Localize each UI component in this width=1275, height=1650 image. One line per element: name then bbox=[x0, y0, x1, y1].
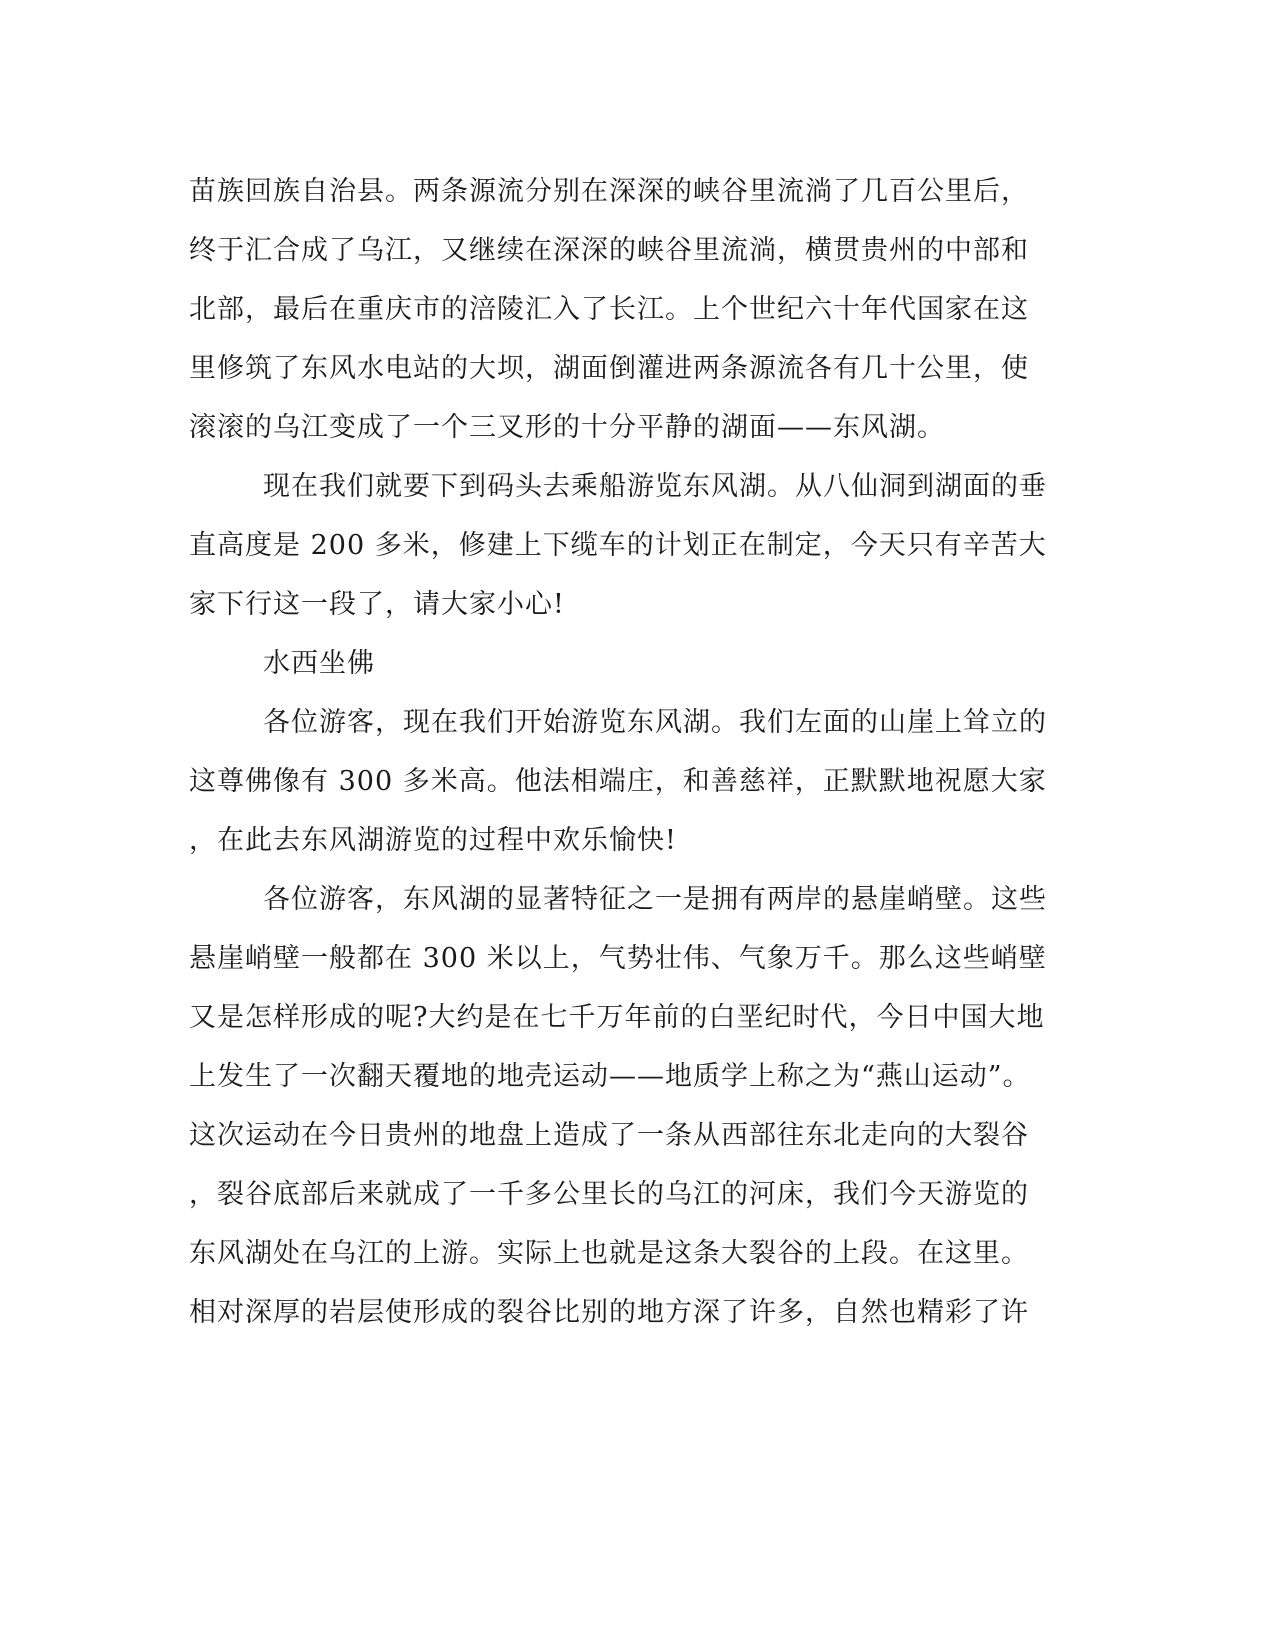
text-line-3: 北部，最后在重庆市的涪陵汇入了长江。上个世纪六十年代国家在这 bbox=[189, 294, 1029, 325]
text-line-4: 里修筑了东风水电站的大坝，湖面倒灌进两条源流各有几十公里，使 bbox=[189, 353, 1029, 384]
section-heading: 水西坐佛 bbox=[263, 648, 375, 679]
text-line-16: 上发生了一次翻天覆地的地壳运动——地质学上称之为“燕山运动”。 bbox=[189, 1061, 1031, 1092]
text-line-14: 悬崖峭壁一般都在 300 米以上，气势壮伟、气象万千。那么这些峭壁 bbox=[189, 943, 1047, 974]
text-line-18: ，裂谷底部后来就成了一千多公里长的乌江的河床，我们今天游览的 bbox=[189, 1179, 1029, 1210]
text-line-13: 各位游客，东风湖的显著特征之一是拥有两岸的悬崖峭壁。这些 bbox=[263, 884, 1047, 915]
text-line-17: 这次运动在今日贵州的地盘上造成了一条从西部往东北走向的大裂谷 bbox=[189, 1120, 1029, 1151]
text-line-1: 苗族回族自治县。两条源流分别在深深的峡谷里流淌了几百公里后， bbox=[189, 176, 1029, 207]
text-line-6: 现在我们就要下到码头去乘船游览东风湖。从八仙洞到湖面的垂 bbox=[263, 471, 1047, 502]
text-line-19: 东风湖处在乌江的上游。实际上也就是这条大裂谷的上段。在这里。 bbox=[189, 1238, 1029, 1269]
text-line-15: 又是怎样形成的呢?大约是在七千万年前的白垩纪时代，今日中国大地 bbox=[189, 1002, 1045, 1033]
text-line-2: 终于汇合成了乌江，又继续在深深的峡谷里流淌，横贯贵州的中部和 bbox=[189, 235, 1029, 266]
text-line-11: 这尊佛像有 300 多米高。他法相端庄，和善慈祥，正默默地祝愿大家 bbox=[189, 766, 1047, 797]
document-body bbox=[189, 162, 1089, 1342]
text-line-12: ，在此去东风湖游览的过程中欢乐愉快! bbox=[189, 825, 677, 856]
text-line-20: 相对深厚的岩层使形成的裂谷比别的地方深了许多，自然也精彩了许 bbox=[189, 1297, 1029, 1328]
text-line-10: 各位游客，现在我们开始游览东风湖。我们左面的山崖上耸立的 bbox=[263, 707, 1047, 738]
text-line-8: 家下行这一段了，请大家小心! bbox=[189, 589, 565, 620]
text-line-7: 直高度是 200 多米，修建上下缆车的计划正在制定，今天只有辛苦大 bbox=[189, 530, 1047, 561]
text-line-5: 滚滚的乌江变成了一个三叉形的十分平静的湖面——东风湖。 bbox=[189, 412, 945, 443]
